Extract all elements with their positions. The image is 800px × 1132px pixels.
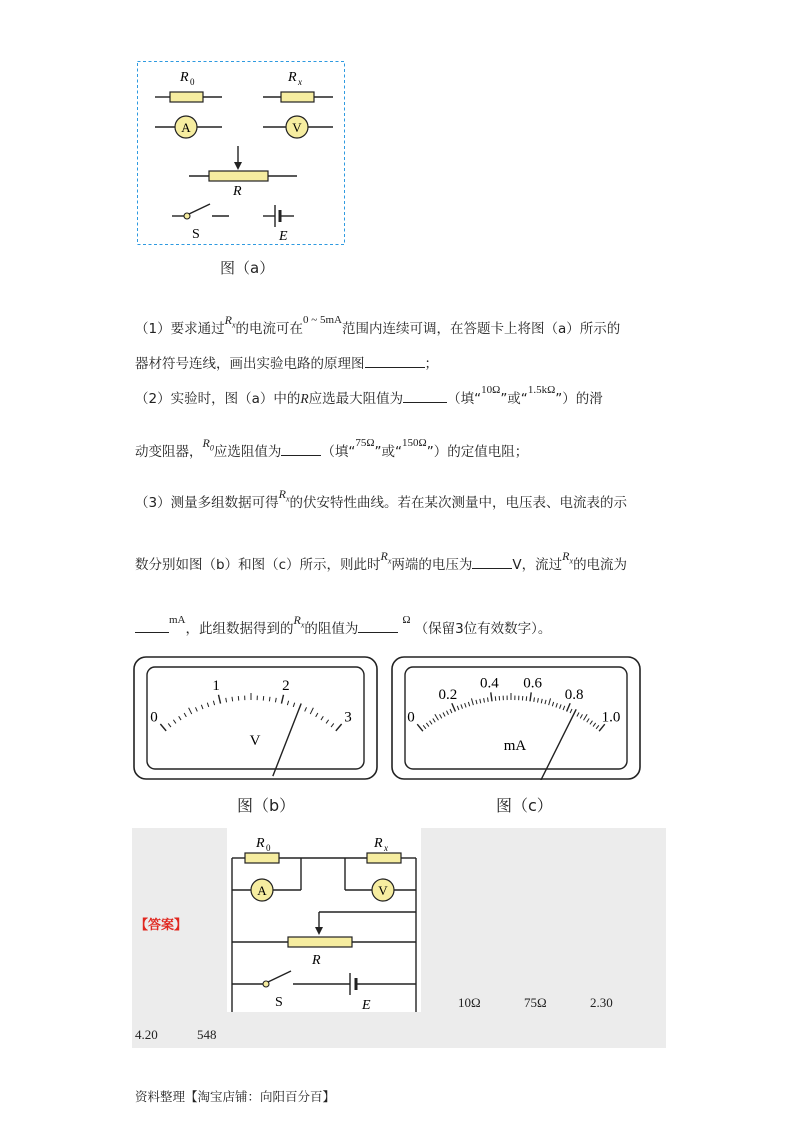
- q3-line1: [135, 487, 627, 511]
- q3-text-i: （保留3位有效数字）。: [414, 621, 552, 637]
- ans-resistor-rx: [367, 853, 401, 863]
- ans-rheostat: [288, 937, 352, 947]
- ans-switch-label: S: [275, 995, 283, 1010]
- rx-symbol-letter: R: [380, 549, 388, 563]
- rx-symbol-sub: x: [387, 556, 392, 566]
- option-150-ohm: 150Ω: [402, 437, 427, 449]
- q3-text-e: V，流过: [512, 557, 563, 573]
- q3-text-d: 两端的电压为: [391, 557, 473, 573]
- rx-symbol: [278, 487, 290, 504]
- answer-value-2: 75Ω: [524, 995, 547, 1010]
- answer-blank[interactable]: [472, 554, 512, 569]
- answer-value-4: 4.20: [135, 1027, 158, 1042]
- meter-unit: mA: [503, 738, 527, 754]
- ans-r0-label-sub: 0: [266, 843, 271, 853]
- scale-label: 0: [150, 709, 158, 726]
- meter-b: [133, 656, 378, 780]
- scale-label: 0.8: [564, 687, 584, 704]
- r0-symbol: [202, 436, 214, 453]
- meter-c: [391, 656, 641, 780]
- unit-ohm: Ω: [402, 614, 411, 626]
- answer-circuit-diagram: [227, 828, 421, 1012]
- resistor-rx: [281, 92, 314, 102]
- rheostat-symbol: [209, 171, 268, 181]
- q1-line2: [135, 352, 438, 372]
- rx-symbol-letter: R: [293, 613, 301, 627]
- scale-label: 3: [344, 709, 352, 726]
- q1-text-c: 范围内连续可调，在答题卡上将图（a）所示的: [341, 321, 621, 337]
- q2-text-e: ”）的滑: [555, 391, 603, 407]
- q1-text-line2: 器材符号连线，画出实验电路的原理图: [135, 356, 365, 372]
- r-symbol: R: [300, 391, 309, 406]
- scale-label: 0.2: [438, 687, 458, 704]
- option-1-5k-ohm: 1.5kΩ: [527, 384, 556, 396]
- rx-label-sub: x: [298, 77, 302, 87]
- scale-tick: [269, 697, 270, 701]
- r0-symbol-letter: R: [202, 436, 210, 450]
- ans-battery-label: E: [362, 998, 371, 1012]
- answer-value-5: 548: [197, 1027, 217, 1042]
- q3-text-f: 的电流为: [573, 557, 628, 573]
- answer-blank[interactable]: [365, 353, 425, 368]
- rx-symbol: [224, 313, 236, 330]
- q3-text-h: 的阻值为: [304, 621, 359, 637]
- answer-blank[interactable]: [403, 388, 447, 403]
- footer-note: 资料整理【淘宝店铺：向阳百分百】: [135, 1089, 336, 1104]
- answer-blank[interactable]: [135, 618, 169, 633]
- option-10-ohm: 10Ω: [481, 384, 501, 396]
- q2-line1: [135, 384, 603, 407]
- answer-blank[interactable]: [281, 441, 321, 456]
- ans-resistor-r0: [245, 853, 279, 863]
- rx-label: R: [288, 70, 297, 85]
- q3-text-g: ，此组数据得到的: [185, 621, 294, 637]
- rx-symbol: [293, 613, 305, 630]
- q3-text-c: 数分别如图（b）和图（c）所示，则此时: [135, 557, 381, 573]
- ans-slider-arrow-icon: [315, 927, 323, 935]
- rx-symbol-letter: R: [224, 313, 232, 327]
- answer-blank[interactable]: [358, 618, 398, 633]
- scale-label: 2: [282, 678, 290, 695]
- scale-label: 1: [212, 678, 220, 695]
- q2-text-h: （填“: [321, 444, 356, 460]
- scale-tick: [232, 697, 233, 701]
- q1-text-a: （1）要求通过: [135, 321, 225, 337]
- figure-a: [137, 61, 345, 245]
- current-range: 0 ~ 5mA: [303, 314, 342, 326]
- q1-text-end: ；: [424, 356, 438, 372]
- answer-value-3: 2.30: [590, 995, 613, 1010]
- battery-label: E: [279, 229, 288, 244]
- resistor-r0: [170, 92, 203, 102]
- q2-text-g: 应选阻值为: [213, 444, 282, 460]
- ans-r0-label: R: [256, 836, 265, 851]
- q2-text-d: ”或“: [500, 391, 528, 407]
- q2-text-j: ”）的定值电阻；: [426, 444, 529, 460]
- q3-line3: [135, 613, 551, 637]
- rx-symbol-sub: x: [285, 494, 290, 504]
- scale-label: 0: [407, 709, 415, 726]
- switch-label: S: [192, 227, 200, 242]
- option-75-ohm: 75Ω: [355, 437, 375, 449]
- voltmeter-label: V: [292, 120, 302, 135]
- ammeter-label: A: [181, 120, 191, 135]
- meter-unit: V: [249, 733, 261, 749]
- switch-symbol: [189, 204, 210, 214]
- q2-text-i: ”或“: [374, 444, 403, 460]
- q2-text-f: 动变阻器，: [135, 444, 203, 460]
- rx-symbol-sub: x: [569, 556, 574, 566]
- ans-voltmeter-label: V: [378, 883, 388, 898]
- rx-symbol-sub: x: [231, 320, 236, 330]
- q3-line2: [135, 549, 627, 573]
- scale-label: 0.4: [480, 675, 499, 692]
- q1-line1: [135, 313, 620, 337]
- answer-value-1: 10Ω: [458, 995, 481, 1010]
- unit-ma: mA: [169, 614, 186, 626]
- slider-arrow-icon: [234, 162, 242, 170]
- r0-symbol-sub: 0: [209, 443, 214, 453]
- q2-text-b: 应选最大阻值为: [308, 391, 404, 407]
- ans-rx-label: R: [374, 836, 383, 851]
- answer-circuit: [227, 828, 421, 1012]
- q3-text-b: 的伏安特性曲线。若在某次测量中，电压表、电流表的示: [289, 495, 627, 511]
- q2-line2: [135, 436, 528, 460]
- figure-a-caption: 图（a）: [220, 259, 275, 277]
- answer-label: 【答案】: [135, 918, 188, 933]
- rx-symbol-letter: R: [562, 549, 570, 563]
- ans-rheostat-label: R: [312, 953, 321, 968]
- q2-text-c: （填“: [447, 391, 482, 407]
- rx-symbol: [380, 549, 392, 566]
- scale-label: 1.0: [601, 709, 621, 726]
- r0-label: R: [180, 70, 189, 85]
- q3-text-a: （3）测量多组数据可得: [135, 495, 279, 511]
- r0-label-sub: 0: [190, 77, 195, 87]
- scale-label: 0.6: [523, 675, 542, 692]
- figure-a-diagram: [137, 61, 345, 245]
- rx-symbol: [562, 549, 574, 566]
- ans-rx-label-sub: x: [384, 843, 388, 853]
- ammeter-dial: [391, 656, 641, 780]
- rx-symbol-sub: x: [300, 620, 305, 630]
- q2-text-a: （2）实验时，图（a）中的: [135, 391, 301, 407]
- meter-c-caption: 图（c）: [496, 796, 553, 815]
- meter-b-caption: 图（b）: [237, 796, 296, 815]
- q1-text-b: 的电流可在: [235, 321, 303, 337]
- ans-switch: [268, 971, 291, 982]
- ans-ammeter-label: A: [257, 883, 267, 898]
- rheostat-label: R: [233, 184, 242, 199]
- rx-symbol-letter: R: [278, 487, 286, 501]
- voltmeter-dial: [133, 656, 378, 780]
